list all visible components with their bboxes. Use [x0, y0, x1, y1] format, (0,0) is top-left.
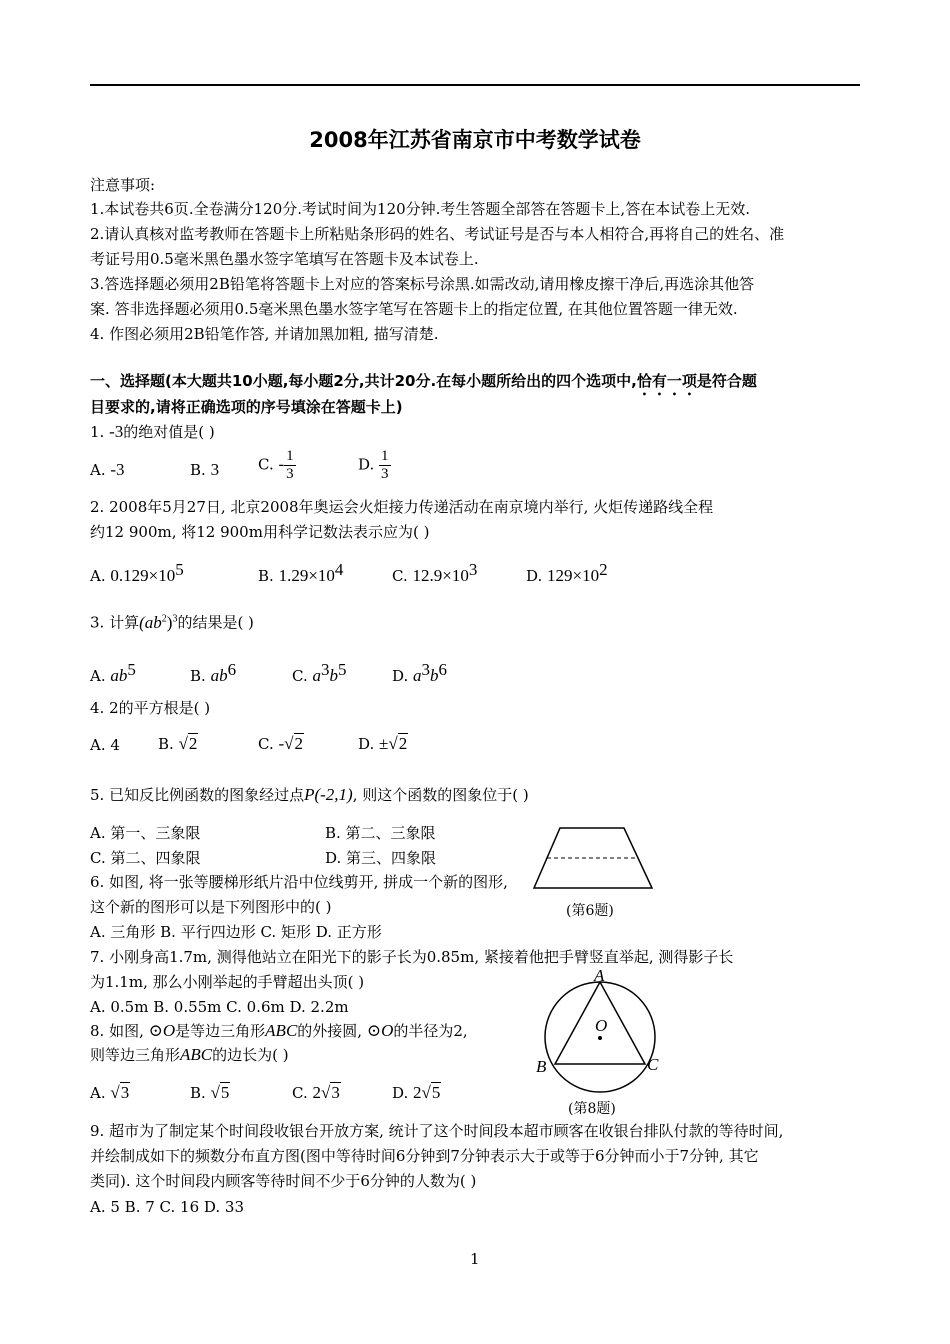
q8-option-d: D. 2√5: [392, 1083, 441, 1102]
section-heading: 一、选择题(本大题共10小题,每小题2分,共计20分.在每小题所给出的四个选项中,恰有一项是符合题: [90, 372, 757, 390]
q5-option-a: A. 第一、三象限: [90, 824, 201, 842]
q4-option-d: D. ±√2: [358, 734, 408, 753]
q9-options: A. 5 B. 7 C. 16 D. 33: [90, 1198, 244, 1216]
q1-option-c: C. - $\frac{1}{3}$: [258, 448, 294, 482]
question-2-cont: 约12 900m, 将12 900m用科学记数法表示应为( ): [90, 523, 430, 541]
q4-option-b: B. √2: [158, 734, 198, 753]
question-7-cont: 为1.1m, 那么小刚举起的手臂超出头顶( ): [90, 973, 365, 991]
question-9-cont-1: 并绘制成如下的频数分布直方图(图中等待时间6分钟到7分钟表示大于或等于6分钟而小于7分钟, 其它: [90, 1147, 759, 1165]
notice-item-3-cont: 案. 答非选择题必须用0.5毫米黑色墨水签字笔写在答题卡上的指定位置, 在其他位置答题一律无效.: [90, 300, 738, 318]
page-number: 1: [470, 1250, 480, 1268]
question-3: 3. 计算$(ab^2)^3$的结果是( ): [90, 612, 254, 632]
q5-option-c: C. 第二、四象限: [90, 849, 201, 867]
q8-option-a: A. √3: [90, 1083, 130, 1102]
q3-option-a: A. $ab^5$: [90, 660, 136, 685]
q3-option-b: B. $ab^6$: [190, 660, 237, 685]
q3-option-d: D. $a^3b^6$: [392, 660, 448, 685]
q2-option-d: D. $129\times 10^2$: [526, 560, 608, 585]
q2-option-b: B. $1.29\times 10^4$: [258, 560, 344, 585]
notice-item-2-cont: 考证号用0.5毫米黑色墨水签字笔填写在答题卡及本试卷上.: [90, 250, 479, 268]
q2-option-a: A. $0.129\times 10^5$: [90, 560, 184, 585]
figure-label-b: B: [536, 1057, 547, 1076]
figure-8-caption: (第8题): [568, 1101, 616, 1117]
question-5: 5. 已知反比例函数的图象经过点P(-2,1), 则这个函数的图象位于( ): [90, 785, 529, 804]
question-4: 4. 2的平方根是( ): [90, 699, 211, 717]
q5-option-d: D. 第三、四象限: [325, 849, 437, 867]
header-rule: [90, 84, 860, 86]
q2-option-c: C. $12.9\times 10^3$: [392, 560, 478, 585]
notice-item-1: 1.本试卷共6页.全卷满分120分.考试时间为120分钟.考生答题全部答在答题卡上,答在本试卷上无效.: [90, 200, 750, 218]
question-8-cont: 则等边三角形ABC的边长为( ): [90, 1045, 289, 1064]
q5-option-b: B. 第二、三象限: [325, 824, 436, 842]
question-6-cont: 这个新的图形可以是下列图形中的( ): [90, 898, 332, 916]
page-title: 2008年江苏省南京市中考数学试卷: [309, 128, 641, 152]
question-1: 1. -3的绝对值是( ): [90, 422, 215, 441]
q7-options: A. 0.5m B. 0.55m C. 0.6m D. 2.2m: [90, 998, 349, 1016]
q1-option-a: A. -3: [90, 460, 125, 479]
q8-option-b: B. √5: [190, 1083, 230, 1102]
figure-label-a: A: [594, 966, 605, 985]
question-6: 6. 如图, 将一张等腰梯形纸片沿中位线剪开, 拼成一个新的图形,: [90, 873, 508, 891]
notice-item-2: 2.请认真核对监考教师在答题卡上所粘贴条形码的姓名、考试证号是否与本人相符合,再将自己的姓名、准: [90, 225, 785, 243]
q3-option-c: C. $a^3b^5$: [292, 660, 347, 685]
q6-options: A. 三角形 B. 平行四边形 C. 矩形 D. 正方形: [90, 923, 382, 941]
question-7: 7. 小刚身高1.7m, 测得他站立在阳光下的影子长为0.85m, 紧接着他把手臂竖直举起, 测得影子长: [90, 948, 734, 966]
notice-heading: 注意事项:: [90, 176, 156, 194]
q4-option-c: C. -√2: [258, 734, 303, 753]
notice-item-4: 4. 作图必须用2B铅笔作答, 并请加黑加粗, 描写清楚.: [90, 325, 439, 343]
question-8: 8. 如图, ⊙O是等边三角形ABC的外接圆, ⊙O的半径为2,: [90, 1021, 468, 1040]
q4-option-a: A. 4: [90, 736, 120, 754]
q1-option-b: B. 3: [190, 460, 220, 479]
figure-label-c: C: [647, 1055, 659, 1074]
section-heading-cont: 目要求的,请将正确选项的序号填涂在答题卡上): [90, 398, 403, 416]
figure-6-caption: (第6题): [566, 903, 614, 919]
trapezoid-figure: [530, 822, 660, 894]
notice-item-3: 3.答选择题必须用2B铅笔将答题卡上对应的答案标号涂黑.如需改动,请用橡皮擦干净后,再选涂其他答: [90, 275, 755, 293]
q1-option-d: D. $\frac{1}{3}$: [358, 448, 389, 482]
question-9-cont-2: 类同). 这个时间段内顾客等待时间不少于6分钟的人数为( ): [90, 1172, 477, 1190]
q8-option-c: C. 2√3: [292, 1083, 340, 1102]
question-2: 2. 2008年5月27日, 北京2008年奥运会火炬接力传递活动在南京境内举行, 火炬传递路线全程: [90, 498, 714, 516]
figure-label-o: O: [595, 1016, 608, 1035]
question-9: 9. 超市为了制定某个时间段收银台开放方案, 统计了这个时间段本超市顾客在收银台排队付款的等待时间,: [90, 1122, 784, 1140]
